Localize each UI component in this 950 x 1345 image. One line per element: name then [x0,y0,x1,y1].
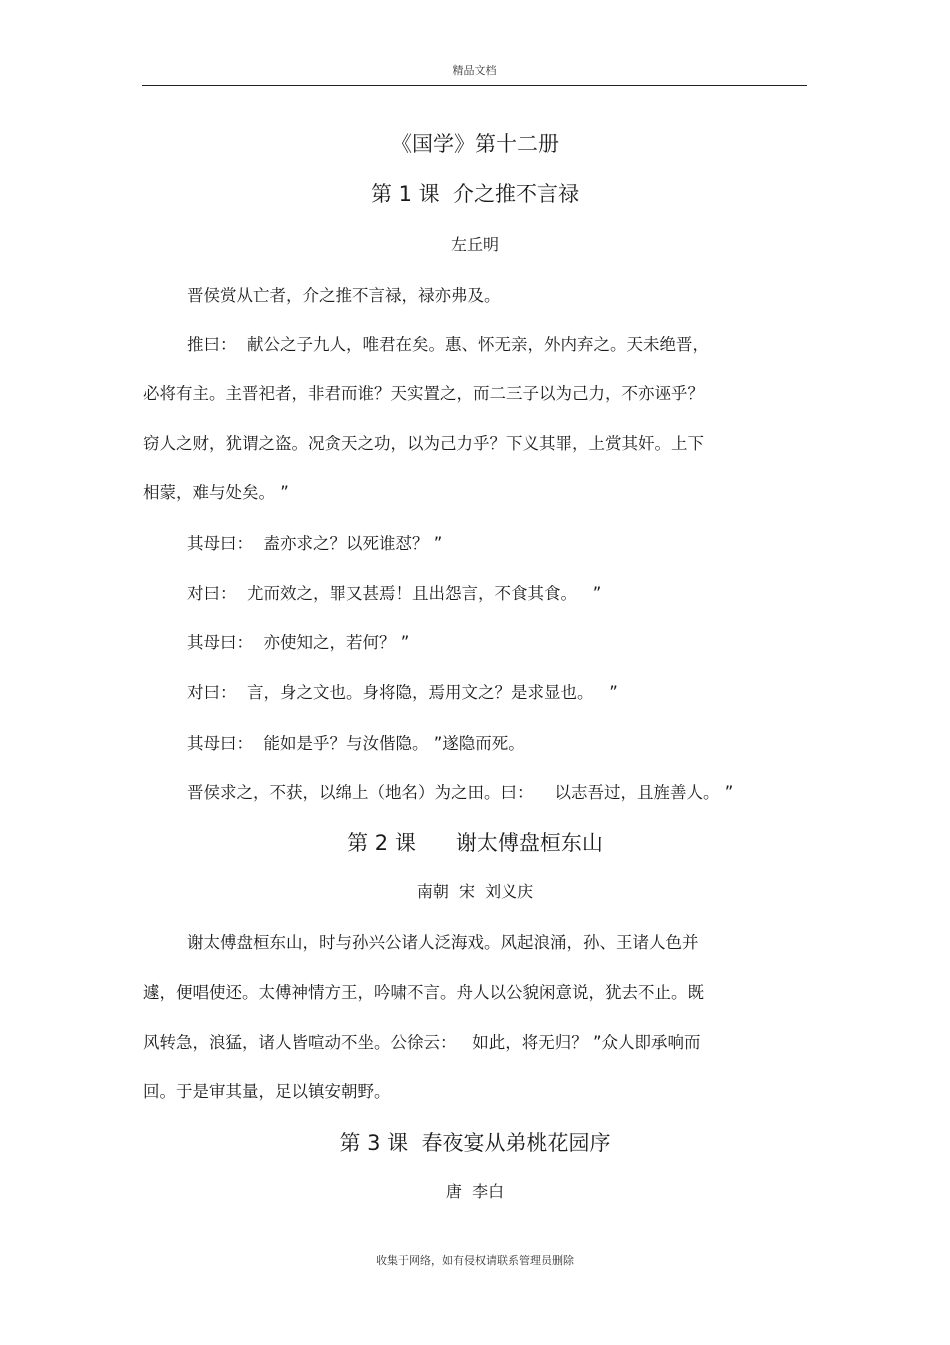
lesson-1-author: 左丘明 [450,235,499,254]
paragraph-line: 回。于是审其量，足以镇安朝野。 [143,1082,391,1101]
paragraph-line: 风转急，浪猛，诸人皆喧动不坐。公徐云： 如此，将无归？ ”众人即承响而 [143,1033,701,1052]
paragraph-line: 对曰： 尤而效之，罪又甚焉！且出怨言，不食其食。 ” [187,584,602,603]
lesson-3-author: 唐 李白 [445,1182,505,1201]
paragraph-line: 其母曰： 能如是乎？与汝偕隐。 ”遂隐而死。 [187,734,525,753]
paragraph-line: 遽，便唱使还。太傅神情方王，吟啸不言。舟人以公貌闲意说，犹去不止。既 [143,983,704,1002]
paragraph-line: 对曰： 言，身之文也。身将隐，焉用文之？是求显也。 ” [187,683,618,702]
paragraph-line: 相蒙，难与处矣。 ” [143,483,289,502]
lesson-2-title: 第 2 课 谢太傅盘桓东山 [347,831,603,855]
lesson-2-author: 南朝 宋 刘义庆 [416,882,534,901]
paragraph-line: 推曰： 献公之子九人，唯君在矣。惠、怀无亲，外内弃之。天未绝晋， [187,335,709,354]
lesson-3-title: 第 3 课 春夜宴从弟桃花园序 [339,1131,611,1155]
page-header: 精品文档 [452,64,497,77]
paragraph-line: 窃人之财，犹谓之盗。况贪天之功，以为己力乎？下义其罪，上赏其奸。上下 [143,434,704,453]
paragraph-line: 其母曰： 盍亦求之？以死谁怼？ ” [187,534,443,553]
paragraph-line: 谢太傅盘桓东山，时与孙兴公诸人泛海戏。风起浪涌，孙、王诸人色并 [187,933,699,952]
paragraph-line: 其母曰： 亦使知之，若何？ ” [187,633,410,652]
lesson-1-title: 第 1 课 介之推不言禄 [370,182,580,206]
paragraph-line: 晋侯赏从亡者，介之推不言禄，禄亦弗及。 [187,286,501,305]
paragraph-line: 晋侯求之，不获，以绵上（地名）为之田。曰： 以志吾过，且旌善人。 ” [187,783,734,802]
book-title: 《国学》第十二册 [391,132,559,156]
header-divider [142,85,807,86]
page-footer: 收集于网络，如有侵权请联系管理员删除 [376,1254,574,1267]
paragraph-line: 必将有主。主晋祀者，非君而谁？天实置之，而二三子以为己力，不亦诬乎？ [143,384,704,403]
